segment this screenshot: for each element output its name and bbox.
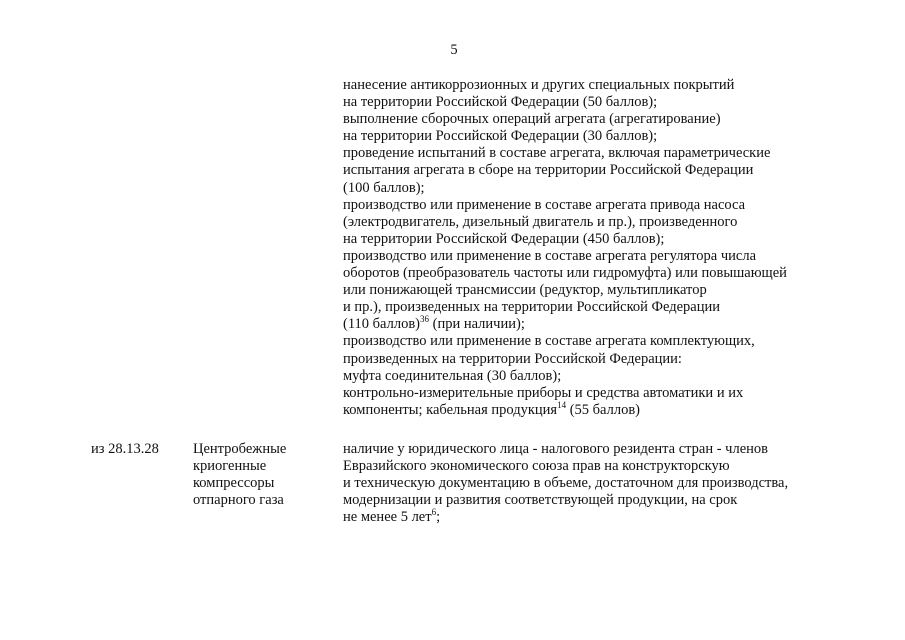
- text-line: компрессоры: [193, 475, 275, 492]
- text-line: на территории Российской Федерации (50 баллов);: [343, 94, 658, 111]
- text-line: испытания агрегата в сборе на территории Российской Федерации: [343, 162, 754, 179]
- text-segment: (55 баллов): [566, 401, 641, 418]
- text-segment: компоненты; кабельная продукция: [343, 401, 558, 418]
- text-line: криогенные: [193, 458, 267, 475]
- text-line: наличие у юридического лица - налогового резидента стран - членов: [343, 441, 768, 457]
- text-segment: (при наличии);: [429, 316, 525, 333]
- text-line: оборотов (преобразователь частоты или гидромуфта) или повышающей: [343, 265, 787, 282]
- text-line: производство или применение в составе агрегата привода насоса: [343, 196, 746, 213]
- text-line: проведение испытаний в составе агрегата, включая параметрические: [343, 145, 771, 162]
- text-line: производство или применение в составе агрегата комплектующих,: [343, 333, 755, 350]
- text-line: Евразийского экономического союза прав на конструкторскую: [343, 458, 730, 475]
- text-line: и техническую документацию в объеме, достаточном для производства,: [343, 475, 789, 492]
- footnote-mark: 36: [420, 314, 430, 325]
- text-line: [343, 399, 863, 419]
- product-name: [193, 441, 323, 509]
- text-line: (электродвигатель, дизельный двигатель и пр.), произведенного: [343, 213, 738, 230]
- okpd-code: из 28.13.28: [91, 441, 159, 457]
- text-line: модернизации и развития соответствующей продукции, на срок: [343, 492, 738, 509]
- text-line: производство или применение в составе агрегата регулятора числа: [343, 247, 757, 264]
- requirements-text: [343, 441, 863, 526]
- text-line: (100 баллов);: [343, 179, 425, 196]
- text-line: и пр.), произведенных на территории Российской Федерации: [343, 299, 721, 316]
- text-line: отпарного газа: [193, 492, 284, 509]
- text-line: или понижающей трансмиссии (редуктор, мультипликатор: [343, 282, 707, 299]
- text-segment: (110 баллов): [343, 316, 421, 333]
- text-line: выполнение сборочных операций агрегата (агрегатирование): [343, 111, 721, 128]
- text-line: Центробежные: [193, 441, 287, 457]
- text-line: произведенных на территории Российской Федерации:: [343, 350, 682, 367]
- text-line: контрольно-измерительные приборы и средства автоматики и их: [343, 384, 744, 401]
- text-segment: не менее 5 лет: [343, 509, 432, 526]
- text-line: на территории Российской Федерации (450 баллов);: [343, 230, 665, 247]
- text-line: [343, 316, 863, 333]
- text-segment: ;: [436, 509, 441, 526]
- text-line: на территории Российской Федерации (30 баллов);: [343, 128, 658, 145]
- footnote-mark: 14: [557, 399, 567, 410]
- text-line: [343, 509, 863, 526]
- text-line: муфта соединительная (30 баллов);: [343, 367, 562, 384]
- requirements-continued: [343, 77, 863, 419]
- footnote-mark: 6: [431, 507, 437, 518]
- page-number: 5: [450, 42, 458, 58]
- text-line: нанесение антикоррозионных и других специальных покрытий: [343, 77, 735, 93]
